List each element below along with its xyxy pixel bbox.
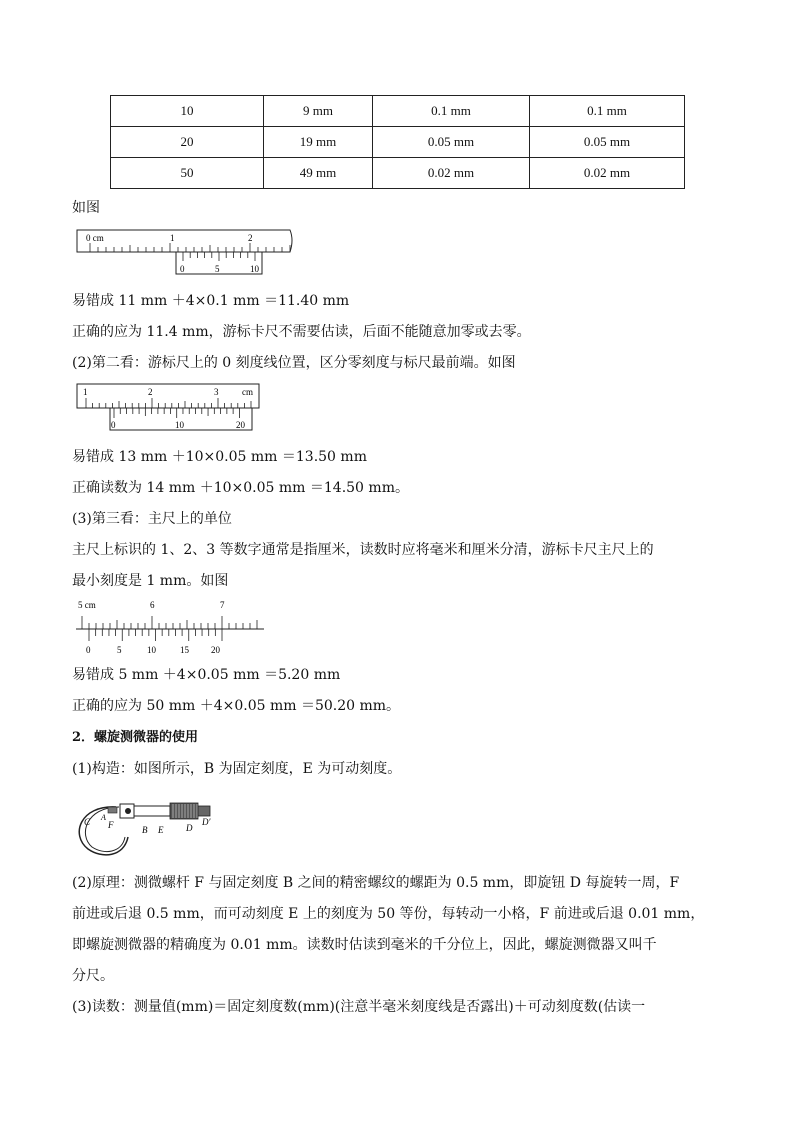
vernier-label: 10 xyxy=(147,645,156,655)
main-scale-label: 0 cm xyxy=(86,233,104,243)
table-cell: 20 xyxy=(111,127,264,158)
main-scale-label: 2 xyxy=(148,387,153,397)
table-cell: 0.02 mm xyxy=(530,158,685,189)
text-line: 最小刻度是 1 mm。如图 xyxy=(72,573,229,589)
vernier-figure-1 xyxy=(76,226,298,278)
vernier-label: 0 xyxy=(180,264,185,274)
main-scale-label: 3 xyxy=(214,387,219,397)
table-cell: 0.05 mm xyxy=(530,127,685,158)
table-row xyxy=(111,158,685,189)
text-line: 易错成 11 mm ＋4×0.1 mm ＝11.40 mm xyxy=(72,293,350,309)
part-label: D xyxy=(186,823,193,833)
text-line: 易错成 13 mm ＋10×0.05 mm ＝13.50 mm xyxy=(72,449,367,465)
vernier-figure-2 xyxy=(76,382,266,434)
table-row xyxy=(111,96,685,127)
table-cell: 0.1 mm xyxy=(373,96,530,127)
table-cell: 0.02 mm xyxy=(373,158,530,189)
part-label: D′ xyxy=(202,817,211,827)
micrometer-figure xyxy=(72,795,222,863)
vernier-label: 0 xyxy=(111,420,116,430)
table-cell: 49 mm xyxy=(264,158,373,189)
part-label: F xyxy=(108,820,114,830)
text-line: 主尺上标识的 1、2、3 等数字通常是指厘米，读数时应将毫米和厘米分清，游标卡尺主尺上的 xyxy=(72,542,654,558)
vernier-label: 15 xyxy=(180,645,189,655)
vernier-label: 0 xyxy=(86,645,91,655)
vernier-label: 20 xyxy=(211,645,220,655)
table-cell: 9 mm xyxy=(264,96,373,127)
main-scale-label: 7 xyxy=(220,600,225,610)
main-scale-label: 1 xyxy=(83,387,88,397)
text-line: (3)第三看：主尺上的单位 xyxy=(72,511,232,527)
text-line: 正确的应为 11.4 mm，游标卡尺不需要估读，后面不能随意加零或去零。 xyxy=(72,324,531,340)
main-scale-label: 5 cm xyxy=(78,600,96,610)
main-scale-label: 2 xyxy=(248,233,253,243)
vernier-label: 10 xyxy=(175,420,184,430)
vernier-label: 10 xyxy=(250,264,259,274)
text-line: 如图 xyxy=(72,200,100,216)
table-cell: 19 mm xyxy=(264,127,373,158)
part-label: A xyxy=(101,813,106,822)
table-cell: 50 xyxy=(111,158,264,189)
text-line: 前进或后退 0.5 mm，而可动刻度 E 上的刻度为 50 等份，每转动一小格，F 前进或后退 0.01 mm， xyxy=(72,906,705,922)
text-line: (2)第二看：游标尺上的 0 刻度线位置，区分零刻度与标尺最前端。如图 xyxy=(72,355,516,371)
main-scale-label: cm xyxy=(242,387,253,397)
part-label: C xyxy=(84,817,91,827)
table-cell: 10 xyxy=(111,96,264,127)
table-row xyxy=(111,127,685,158)
text-line: (3)读数：测量值(mm)＝固定刻度数(mm)(注意半毫米刻度线是否露出)＋可动刻度数(估读一 xyxy=(72,999,646,1015)
vernier-label: 5 xyxy=(215,264,220,274)
table-cell: 0.05 mm xyxy=(373,127,530,158)
part-label: B xyxy=(142,825,148,835)
part-label: E xyxy=(158,825,164,835)
text-line: 易错成 5 mm ＋4×0.05 mm ＝5.20 mm xyxy=(72,667,341,683)
main-scale-label: 1 xyxy=(170,233,175,243)
text-line: 正确读数为 14 mm ＋10×0.05 mm ＝14.50 mm。 xyxy=(72,480,409,496)
text-line: 即螺旋测微器的精确度为 0.01 mm。读数时估读到毫米的千分位上，因此，螺旋测微器又叫千 xyxy=(72,937,657,953)
vernier-label: 20 xyxy=(236,420,245,430)
text-line: (2)原理：测微螺杆 F 与固定刻度 B 之间的精密螺纹的螺距为 0.5 mm，即旋钮 D 每旋转一周，F xyxy=(72,875,680,891)
main-scale-label: 6 xyxy=(150,600,155,610)
vernier-label: 5 xyxy=(117,645,122,655)
table-cell: 0.1 mm xyxy=(530,96,685,127)
vernier-figure-3 xyxy=(74,598,270,660)
vernier-spec-table xyxy=(110,95,685,189)
text-line: 分尺。 xyxy=(72,968,114,984)
text-line: (1)构造：如图所示，B 为固定刻度，E 为可动刻度。 xyxy=(72,761,402,777)
text-line: 正确的应为 50 mm ＋4×0.05 mm ＝50.20 mm。 xyxy=(72,698,401,714)
section-heading: 2．螺旋测微器的使用 xyxy=(72,730,199,745)
